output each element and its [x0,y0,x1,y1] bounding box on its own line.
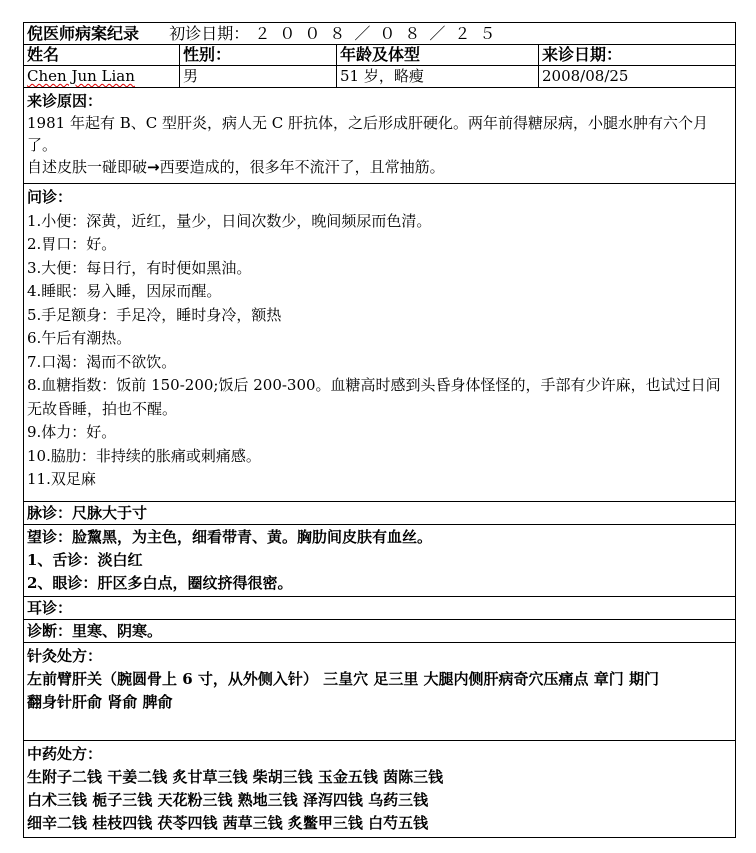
info-label-row [24,45,736,66]
eye-label: 2、眼诊： [27,574,98,592]
acupuncture-back-points: 翻身针肝俞 肾俞 脾俞 [27,693,173,711]
reason-title: 来诊原因： [27,92,103,110]
eye-value: 肝区多白点，圈纹挤得很密。 [97,574,293,592]
diagnosis-row [24,620,736,643]
inquiry-item-11: 11.双足麻 [27,470,96,488]
first-visit-date: ２００８／０８／２５ [254,24,505,43]
sex-value: 男 [180,66,337,88]
age-label: 年龄及体型 [337,45,539,66]
name-label: 姓名 [24,45,180,66]
age-value: 51 岁，略瘦 [337,66,539,88]
inquiry-item-7: 7.口渴：渴而不欲饮。 [27,352,177,371]
visit-date-label: 来诊日期： [539,45,736,66]
ear-diagnosis: 耳诊： [24,597,736,620]
reason-paragraph-1: 1981 年起有 B、C 型肝炎，病人无 C 肝抗体，之后形成肝硬化。两年前得糖尿病，小腿水肿有六个月了。 [27,114,708,154]
inquiry-item-8: 8.血糖指数：饭前 150-200;饭后 200-300。血糖高时感到头昏身体怪怪的，手部有少许麻，也试过日间无故昏睡，拍也不醒。 [27,376,721,418]
right-arrow-icon: → [147,158,160,176]
record-table [23,22,736,838]
reason-cell [24,88,736,184]
ear-row [24,597,736,620]
pulse-row [24,502,736,525]
tongue-label: 1、舌诊： [27,551,98,569]
acupuncture-cell [24,643,736,741]
observe-cell [24,525,736,597]
inquiry-item-5: 5.手足额身：手足冷，睡时身冷，额热 [27,305,282,324]
eye-line [27,572,732,595]
reason-row [24,88,736,184]
header-cell [24,23,736,45]
inquiry-item-1: 1.小便：深黄，近红，量少，日间次数少，晚间频尿而色清。 [27,211,432,230]
sex-label: 性别： [180,45,337,66]
diagnosis: 诊断：里寒、阴寒。 [24,620,736,643]
herbs-title: 中药处方： [27,745,103,763]
herbs-cell [24,741,736,838]
first-visit-label: 初诊日期： [169,24,250,43]
inquiry-item-9: 9.体力：好。 [27,423,117,441]
herbs-line-1: 生附子二钱 干姜二钱 炙甘草三钱 柴胡三钱 玉金五钱 茵陈三钱 [27,768,444,786]
inquiry-item-10: 10.脇肋：非持续的胀痛或刺痛感。 [27,446,261,465]
inquiry-item-3: 3.大便：每日行，有时便如黑油。 [27,258,252,277]
info-value-row [24,66,736,88]
inquiry-item-2: 2.胃口：好。 [27,235,117,253]
visit-date-value: 2008/08/25 [539,66,736,88]
inquiry-item-6: 6.午后有潮热。 [27,329,132,347]
observe-row [24,525,736,597]
inquiry-item-4: 4.睡眠：易入睡，因尿而醒。 [27,282,222,300]
reason-paragraph-2 [27,156,732,178]
observe-text: 脸黧黑，为主色，细看带青、黄。胸肋间皮肤有血丝。 [72,528,433,546]
observe-title: 望诊： [27,528,73,546]
acupuncture-row [24,643,736,741]
inquiry-row [24,184,736,502]
herbs-line-3: 细辛二钱 桂枝四钱 茯苓四钱 茜草三钱 炙鳖甲三钱 白芍五钱 [27,814,429,832]
medical-record-document [23,22,735,838]
herbs-row [24,741,736,838]
reason-text-a: 自述皮肤一碰即破 [27,158,148,176]
pulse-diagnosis: 脉诊：尺脉大于寸 [24,502,736,525]
reason-text-b: 西要造成的，很多年不流汗了，且常抽筋。 [159,158,445,176]
observe-line [27,526,732,549]
inquiry-cell [24,184,736,502]
header-row [24,23,736,45]
acupuncture-points: 左前臂肝关（腕圆骨上 6 寸，从外侧入针） 三皇穴 足三里 大腿内侧肝病奇穴压痛点 章门 期门 [27,670,659,688]
acupuncture-title: 针灸处方： [27,647,103,665]
herbs-line-2: 白术三钱 栀子三钱 天花粉三钱 熟地三钱 泽泻四钱 乌药三钱 [27,791,429,809]
inquiry-title: 问诊： [27,188,73,206]
patient-name: Chen Jun Lian [27,67,135,85]
tongue-line [27,549,732,572]
record-title: 倪医师病案纪录 [27,24,140,43]
tongue-value: 淡白红 [97,551,143,569]
name-value-cell [24,66,180,88]
